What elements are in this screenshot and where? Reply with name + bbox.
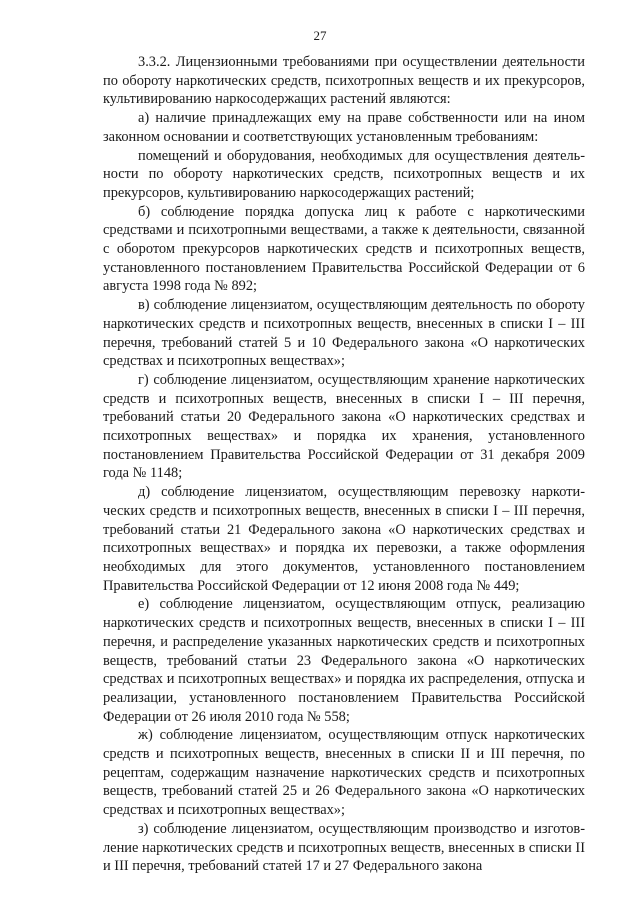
page-number: 27 xyxy=(313,28,327,43)
paragraph-e: е) соблюдение лицензиатом, осуществляющим отпуск, реализацию наркотических средств и психотропных веществ, внесенных в списки I – III перечня, и распределение указанных наркотических средств и психотропных веществ, требований статьи 23 Федерального закона «О наркотических средствах и психотропных веществах» и порядка их распределения, отпуска и реализации, установленного постановлением Правительства Российской Федерации от 26 июля 2010 года № 558; xyxy=(103,596,585,725)
paragraph-zh: ж) соблюдение лицензиатом, осуществляющим отпуск наркотических средств и психотропных веществ, внесенных в списки II и III перечня, по рецептам, содержащим назначение наркотических средств и психотропных веществ, требований статей 25 и 26 Федерального закона «О наркотических средствах и психотропных веществах»; xyxy=(103,727,585,819)
paragraph-z: з) соблюдение лицензиатом, осуществляющим производство и изготовление наркотических средств и психотропных веществ, внесенных в списки II и III перечня, требований статей 17 и 27 Федерального закона xyxy=(103,820,585,875)
paragraph-g: г) соблюдение лицензиатом, осуществляющим хранение наркотических средств и психотропных веществ, внесенных в списки I – III перечня, требований статьи 20 Федерального закона «О наркотических средствах и психотропных веществах» и порядка их хранения, установленного постановлением Правительства Российской Федерации от 31 декабря 2009 года № 1148; xyxy=(103,371,585,482)
paragraph-a-premises: помещений и оборудования, необходимых для осуществления деятельности по обороту наркотических средств, психотропных веществ и их прекурсоров, культивированию наркосодержащих растений; xyxy=(103,147,585,201)
paragraph-b: б) соблюдение порядка допуска лиц к работе с наркотическими средствами и психотропными веществами, а также к деятельности, связанной с оборотом прекурсоров наркотических средств и психотропных веществ, установленного постановлением Правительства Российской Федерации от 6 августа 1998 года № 892; xyxy=(103,203,585,295)
paragraph-a: а) наличие принадлежащих ему на праве собственности или на ином законном основании и соответствующих установленным требованиям: xyxy=(103,110,585,145)
paragraph-v: в) соблюдение лицензиатом, осуществляющим деятельность по обороту наркотических средств и психотропных веществ, внесенных в списки I – III перечня, требований статей 5 и 10 Федерального закона «О наркотических средствах и психотропных веществах»; xyxy=(103,297,585,370)
document-body xyxy=(103,53,585,876)
paragraph-3-3-2: 3.3.2. Лицензионными требованиями при осуществлении деятельности по обороту наркотических средств, психотропных веществ и их прекурсоров, культивированию наркосодержащих растений являются: xyxy=(103,54,585,108)
paragraph-d: д) соблюдение лицензиатом, осуществляющим перевозку наркотических средств и психотропных веществ, внесенных в списки I – III перечня, требований статьи 21 Федерального закона «О наркотических средствах и психотропных веществах» и порядка их перевозки, а также оформления необходимых для этого документов, установленного постановлением Правительства Российской Федерации от 12 июня 2008 года № 449; xyxy=(103,484,585,594)
